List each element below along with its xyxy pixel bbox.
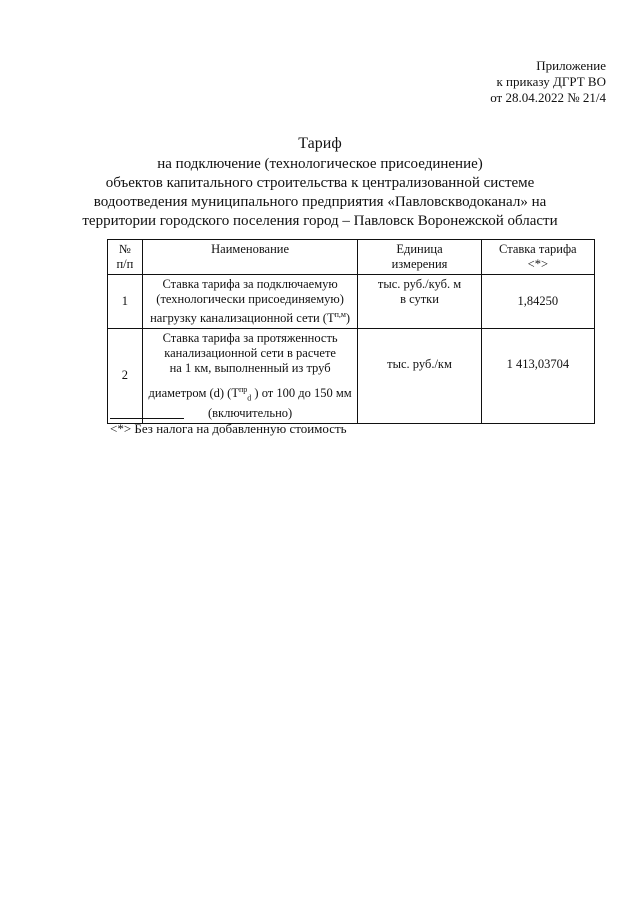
title-heading: Тариф: [298, 135, 342, 152]
row-number: 2: [108, 329, 143, 424]
row-name-line: канализационной сети в расчете: [164, 346, 336, 361]
header-name: [142, 240, 358, 275]
row-name-line: Ставка тарифа за протяженность: [162, 331, 338, 346]
table-header-row: [108, 240, 595, 275]
header-number-symbol: №: [118, 242, 131, 256]
tariff-table: [107, 239, 595, 424]
header-unit: [358, 240, 481, 275]
table-row: [108, 275, 595, 329]
document-title: [0, 134, 640, 231]
tariff-symbol-subscript: d: [247, 393, 252, 403]
row-name-line: на 1 км, выполненный из труб: [169, 361, 331, 376]
row-unit-line: тыс. руб./куб. м: [377, 277, 462, 291]
header-rate-footnote-mark: <*>: [527, 257, 548, 271]
row-name-line: (технологически присоединяемую): [156, 292, 344, 306]
title-line: объектов капитального строительства к централизованной системе: [105, 175, 535, 191]
table-row: [108, 329, 595, 424]
title-line: водоотведения муниципального предприятия «Павловскводоканал» на: [93, 194, 547, 210]
header-number: [108, 240, 143, 275]
footnote-divider: [110, 418, 184, 419]
row-name: [142, 275, 358, 329]
row-name-formula-line: [149, 382, 352, 406]
row-name-text: диаметром (d) (: [148, 386, 232, 401]
row-name-line: [146, 307, 355, 326]
appendix-order-ref: к приказу ДГРТ ВО: [496, 74, 606, 89]
header-unit-line: Единица: [396, 242, 443, 256]
tariff-symbol: T: [231, 386, 239, 401]
row-rate: 1,84250: [481, 275, 594, 329]
row-name-superscript: п,м: [334, 310, 346, 319]
row-name-text: нагрузку канализационной сети (T: [150, 311, 335, 326]
row-name-line: Ставка тарифа за подключаемую: [162, 277, 338, 291]
row-name-text: ): [345, 311, 351, 326]
header-rate-line: Ставка тарифа: [499, 242, 577, 256]
row-unit-line: в сутки: [400, 292, 439, 306]
appendix-line: Приложение: [536, 58, 606, 73]
header-name-label: Наименование: [211, 242, 290, 256]
header-unit-line: измерения: [391, 257, 448, 271]
footnote: <*> Без налога на добавленную стоимость: [110, 421, 347, 436]
tariff-symbol-superscript: пр: [239, 385, 248, 395]
row-name-line: (включительно): [207, 405, 293, 420]
title-line: территории городского поселения город – Павловск Воронежской области: [82, 213, 558, 229]
row-number: 1: [108, 275, 143, 329]
row-name: [142, 329, 358, 424]
appendix-block: [490, 58, 606, 106]
row-unit: тыс. руб./км: [358, 329, 481, 424]
row-name-text: ) от 100 до 150 мм: [254, 386, 352, 401]
header-rate: [481, 240, 594, 275]
row-unit: [358, 275, 481, 329]
header-number-abbrev: п/п: [116, 257, 134, 271]
title-line: на подключение (технологическое присоединение): [157, 156, 483, 172]
appendix-order-date: от 28.04.2022 № 21/4: [490, 90, 606, 105]
row-rate: 1 413,03704: [481, 329, 594, 424]
